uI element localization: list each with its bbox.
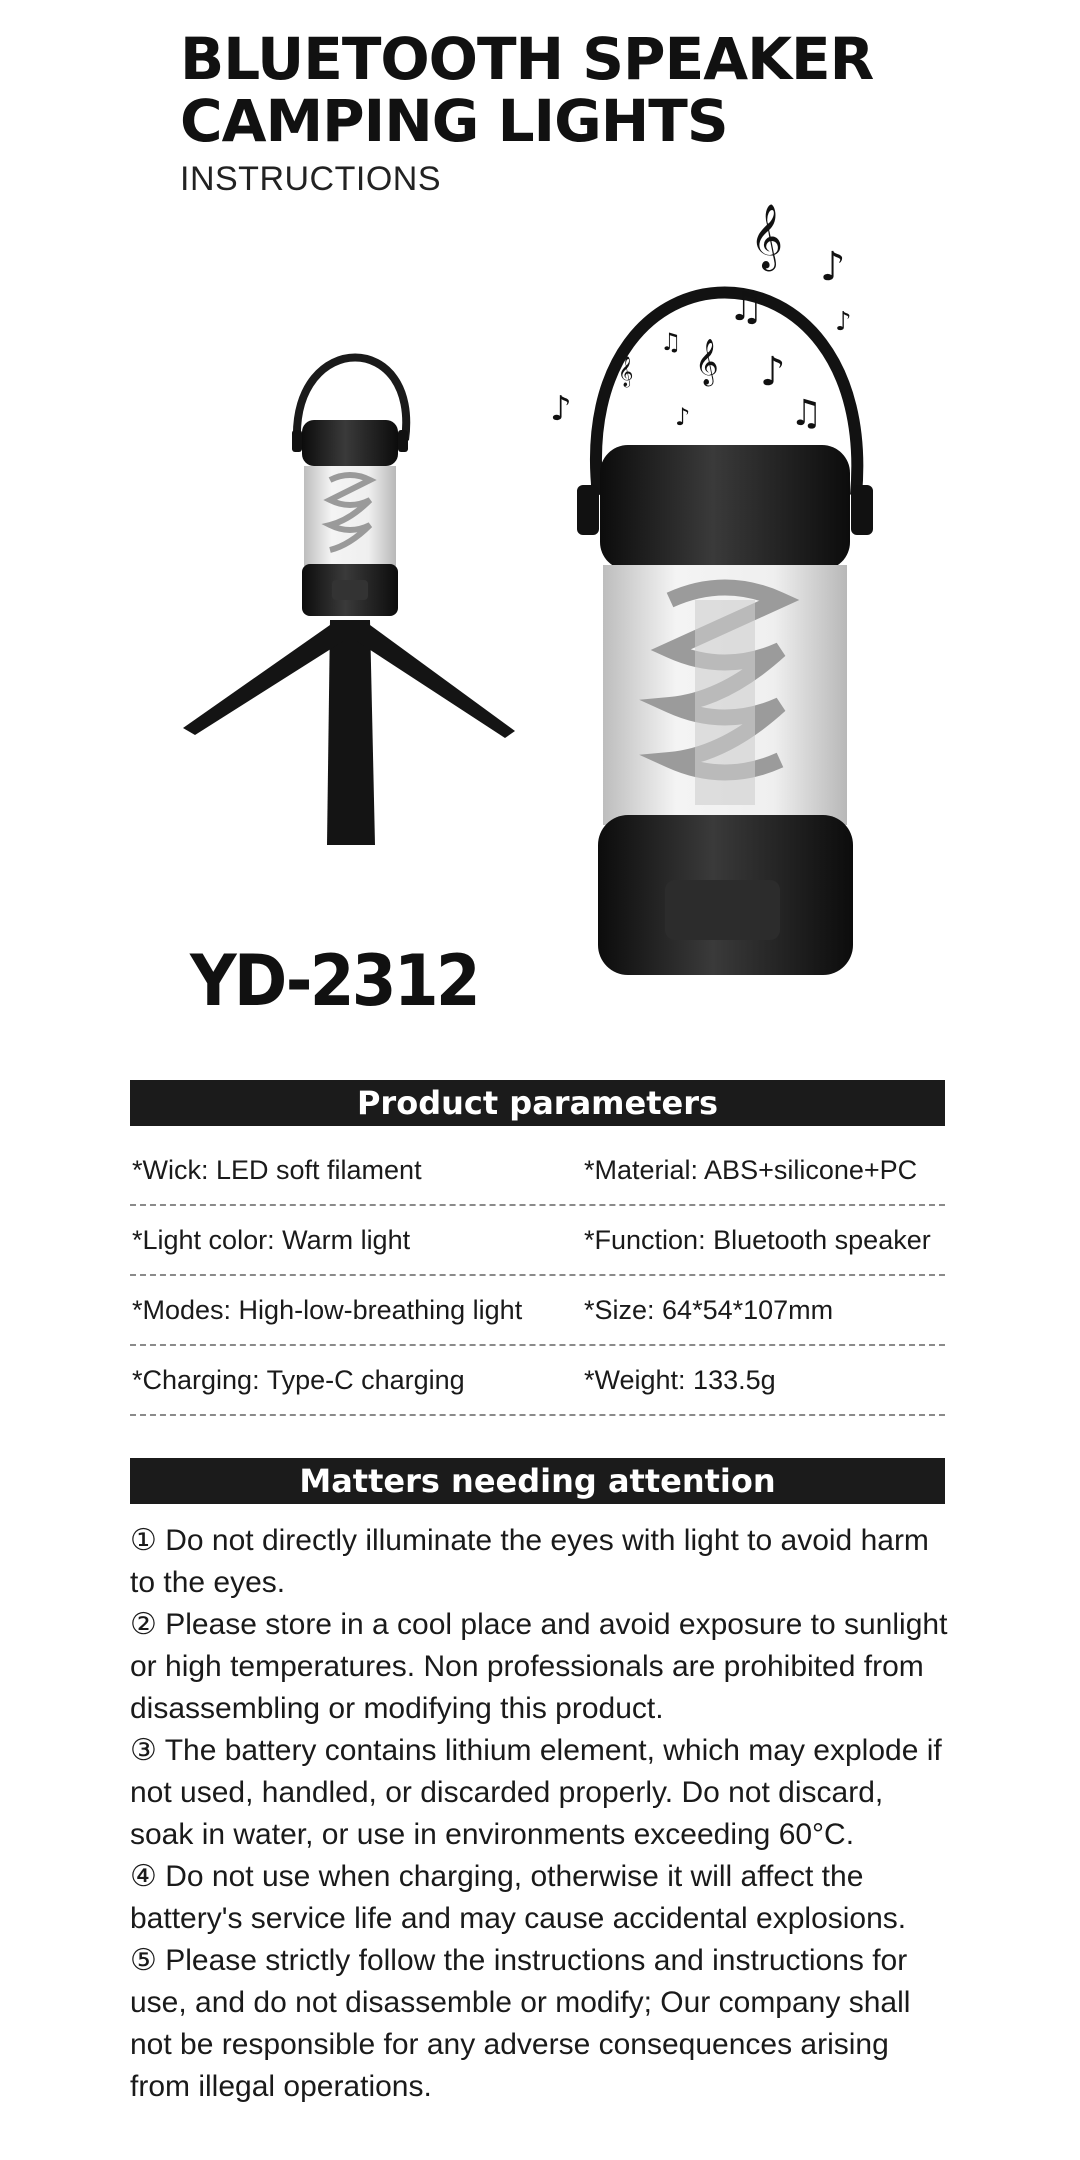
- title-line-1: BLUETOOTH SPEAKER: [180, 25, 874, 93]
- svg-text:♪: ♪: [760, 349, 786, 395]
- param-row: [130, 1346, 945, 1416]
- param-row: [130, 1206, 945, 1276]
- param-charging: *Charging: Type-C charging: [132, 1364, 465, 1395]
- attention-heading: Matters needing attention: [130, 1458, 945, 1504]
- svg-text:𝄞: 𝄞: [618, 357, 634, 387]
- attention-item-3: ③ The battery contains lithium element, which may explode if not used, handled, or discarded properly. Do not discard, soak in water, or use in environments exceeding 60°C.: [130, 1734, 942, 1851]
- param-modes: *Modes: High-low-breathing light: [132, 1294, 523, 1325]
- param-row: [130, 1276, 945, 1346]
- svg-text:♫: ♫: [790, 393, 823, 434]
- svg-text:♪: ♪: [675, 403, 691, 431]
- model-number: YD-2312: [190, 940, 478, 1022]
- attention-list: [130, 1520, 950, 2108]
- svg-text:♫: ♫: [660, 328, 682, 356]
- param-light-color: *Light color: Warm light: [132, 1224, 411, 1255]
- param-wick: *Wick: LED soft filament: [132, 1154, 422, 1185]
- svg-text:♪: ♪: [835, 307, 852, 337]
- param-size: *Size: 64*54*107mm: [584, 1294, 834, 1325]
- param-material: *Material: ABS+silicone+PC: [584, 1154, 918, 1185]
- svg-text:♫: ♫: [728, 284, 764, 330]
- svg-text:♪: ♪: [820, 244, 846, 290]
- svg-text:𝄞: 𝄞: [750, 204, 784, 269]
- param-row: [130, 1136, 945, 1206]
- title-line-2: CAMPING LIGHTS: [180, 87, 728, 155]
- page-subtitle: INSTRUCTIONS: [180, 160, 441, 198]
- large-lantern-image: [577, 293, 873, 976]
- attention-item-5: ⑤ Please strictly follow the instructions and instructions for use, and do not disassemble or modify; Our company shall not be responsible for any adverse consequences arising from illegal operations.: [130, 1944, 911, 2103]
- svg-text:𝄞: 𝄞: [695, 339, 719, 385]
- product-parameters-table: [130, 1136, 945, 1416]
- param-function: *Function: Bluetooth speaker: [584, 1224, 931, 1255]
- small-lantern-tripod-image: [183, 358, 515, 846]
- product-parameters-heading: Product parameters: [130, 1080, 945, 1126]
- param-weight: *Weight: 133.5g: [584, 1364, 776, 1395]
- attention-item-1: ① Do not directly illuminate the eyes with light to avoid harm to the eyes.: [130, 1524, 929, 1599]
- product-illustration: [0, 0, 1080, 1000]
- attention-item-4: ④ Do not use when charging, otherwise it will affect the battery's service life and may cause accidental explosions.: [130, 1860, 907, 1935]
- attention-item-2: ② Please store in a cool place and avoid exposure to sunlight or high temperatures. Non professionals are prohibited from disassembling or modifying this product.: [130, 1608, 948, 1725]
- svg-text:♪: ♪: [550, 389, 572, 429]
